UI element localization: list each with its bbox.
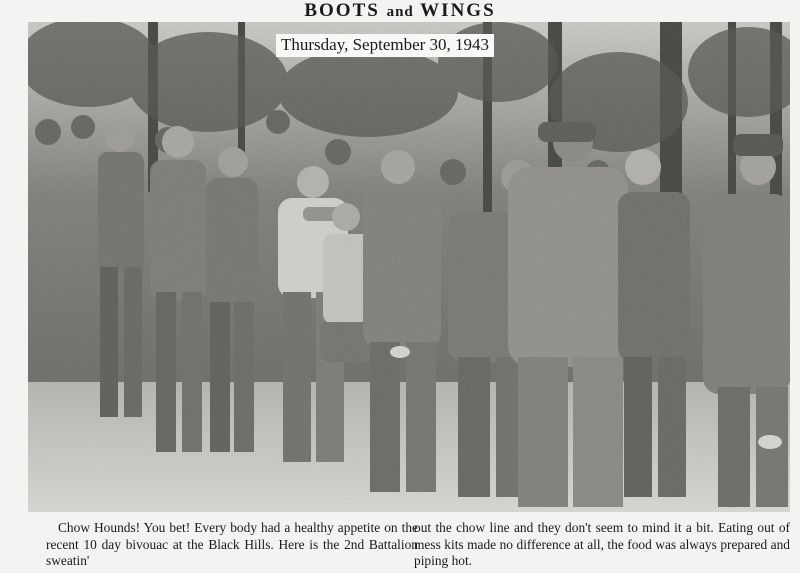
masthead-title-boots: BOOTS: [304, 0, 387, 21]
newspaper-masthead: [0, 0, 800, 22]
chow-line-photo-illustration: [28, 22, 790, 512]
film-grain: [28, 22, 790, 512]
caption-right-line-2: bit. Eating out of mess kits made no difference at: [414, 520, 790, 552]
masthead-title-and: and: [386, 4, 414, 20]
issue-date: Thursday, September 30, 1943: [276, 34, 494, 57]
news-photo: [28, 22, 790, 512]
photo-caption-right-column: [414, 520, 790, 570]
caption-left-line-2: healthy appetite on the recent 10 day bivouac at: [46, 520, 418, 552]
caption-left-line-3: the Black Hills. Here is the 2nd Battalion sweatin': [46, 536, 419, 569]
caption-left-line-1: Chow Hounds! You bet! Every body had a: [58, 520, 291, 535]
masthead-title-wings: WINGS: [413, 0, 496, 21]
photo-caption-left-column: [46, 520, 418, 570]
caption-right-line-3: all, the food was always prepared and piping hot.: [414, 536, 790, 569]
caption-right-line-1: out the chow line and they don't seem to mind it a: [414, 520, 692, 535]
